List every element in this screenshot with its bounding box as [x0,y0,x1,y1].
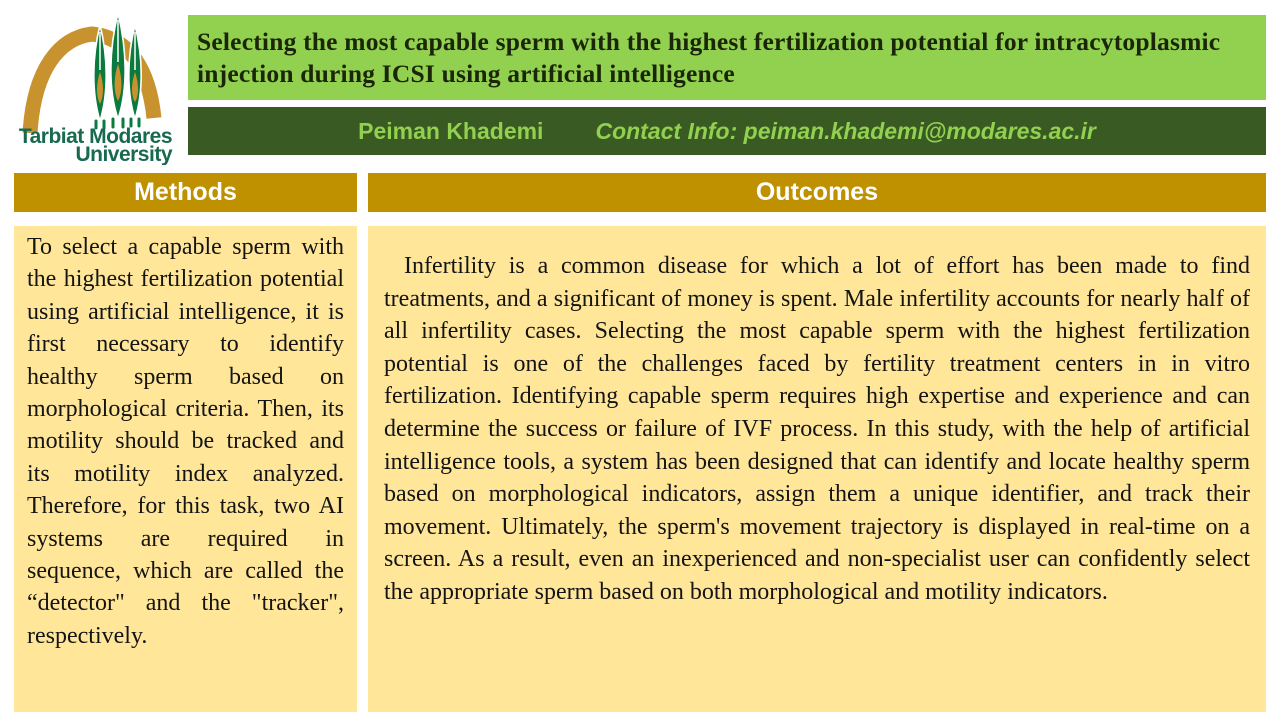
contact-info: Contact Info: peiman.khademi@modares.ac.ir [595,117,1096,144]
title-banner [188,15,1266,100]
logo-text-line1: Tarbiat Modares [18,125,172,148]
poster-title: Selecting the most capable sperm with the highest fertilization potential for intracytoplasmic injection during ICSI using artificial intelligence [197,26,1221,88]
author-name: Peiman Khademi [358,117,544,144]
methods-body-text: To select a capable sperm with the highest fertilization potential using artificial intelligence, it is first necessary to identify healthy sperm based on morphological criteria. Then, its motility should be tracked and its motility index analyzed. Therefore, for this task, two AI systems are required in sequence, which are called the “detector" and the "tracker", respectively. [27,234,344,649]
logo-cypress-middle [111,13,125,127]
methods-heading-label: Methods [134,178,237,206]
university-logo [0,0,188,165]
methods-body-box [14,226,357,712]
outcomes-heading-label: Outcomes [755,178,879,206]
tarbiat-modares-logo-icon [0,0,188,165]
methods-section-header [14,173,357,212]
outcomes-section-header [368,173,1266,212]
logo-cypress-right [129,25,141,126]
author-bar [188,107,1266,155]
outcomes-body-text: Infertility is a common disease for which a lot of effort has been made to find treatments, and a significant of money is spent. Male infertility accounts for nearly half of all infertility cases. Selecting the most capable sperm with the highest fertilization potential is one of the challenges faced by fertility treatment centers in in vitro fertilization. Identifying capable sperm requires high expertise and experience and can determine the success or failure of IVF process. In this study, with the help of artificial intelligence tools, a system has been designed that can identify and locate healthy sperm based on morphological indicators, assign them a unique identifier, and track their movement. Ultimately, the sperm's movement trajectory is displayed in real-time on a screen. As a result, even an inexperienced and non-specialist user can confidently select the appropriate sperm based on both morphological and motility indicators. [384,253,1250,605]
logo-text-line2: University [75,143,172,165]
outcomes-body-box [368,226,1266,712]
